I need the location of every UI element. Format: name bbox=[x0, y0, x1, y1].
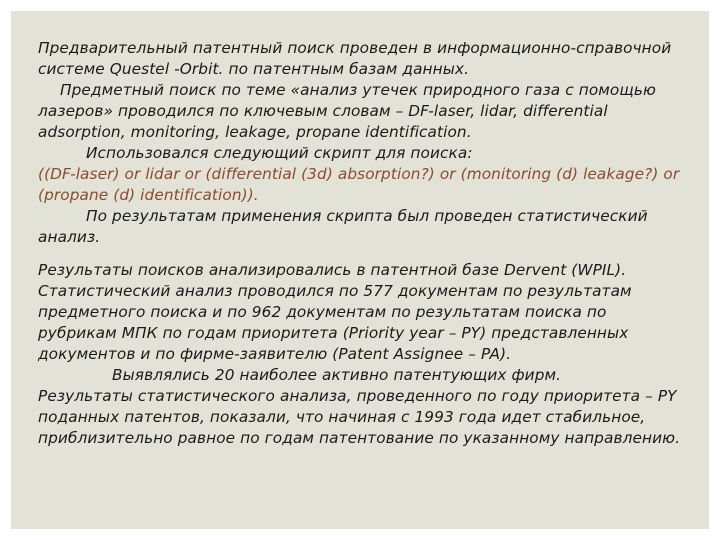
search-script: ((DF-laser) or lidar or (differential (3d) absorption?) or (monitoring (d) leakage?) or (propane (d) identification)). bbox=[38, 165, 685, 204]
paragraph-search-system: Предварительный патентный поиск проведен в информационно-справочной системе Questel -Orbit. по патентным базам данных. bbox=[38, 39, 677, 78]
paragraph-top-firms: Выявлялись 20 наиболее активно патентующих фирм. bbox=[112, 366, 562, 384]
paragraph-results-analysis: Результаты поисков анализировались в патентной базе Dervent (WPIL). Статистический анализ проводился по 577 документам по результатам предметного поиска и по 962 документам по результатам поиска по рубрикам МПК по годам приоритета (Priority year – PY) представленных документов и по фирме-заявителю (Patent Assignee – PA). bbox=[38, 261, 637, 363]
paragraph-script-intro: Использовался следующий скрипт для поиска: bbox=[86, 144, 473, 162]
slide-background bbox=[11, 11, 709, 529]
paragraph-subject-search: Предметный поиск по теме «анализ утечек природного газа с помощью лазеров» проводился по ключевым словам – DF-laser, lidar, differential adsorption, monitoring, leakage, propane identification. bbox=[38, 81, 661, 141]
paragraph-statistics-result: Результаты статистического анализа, проведенного по году приоритета – PY поданных патентов, показали, что начиная с 1993 года идет стабильное, приблизительно равное по годам патентование по указанному направлению. bbox=[38, 387, 682, 447]
slide-text bbox=[38, 38, 688, 449]
paragraph-script-result: По результатам применения скрипта был проведен статистический анализ. bbox=[38, 207, 653, 246]
paragraph-gap bbox=[38, 248, 688, 260]
